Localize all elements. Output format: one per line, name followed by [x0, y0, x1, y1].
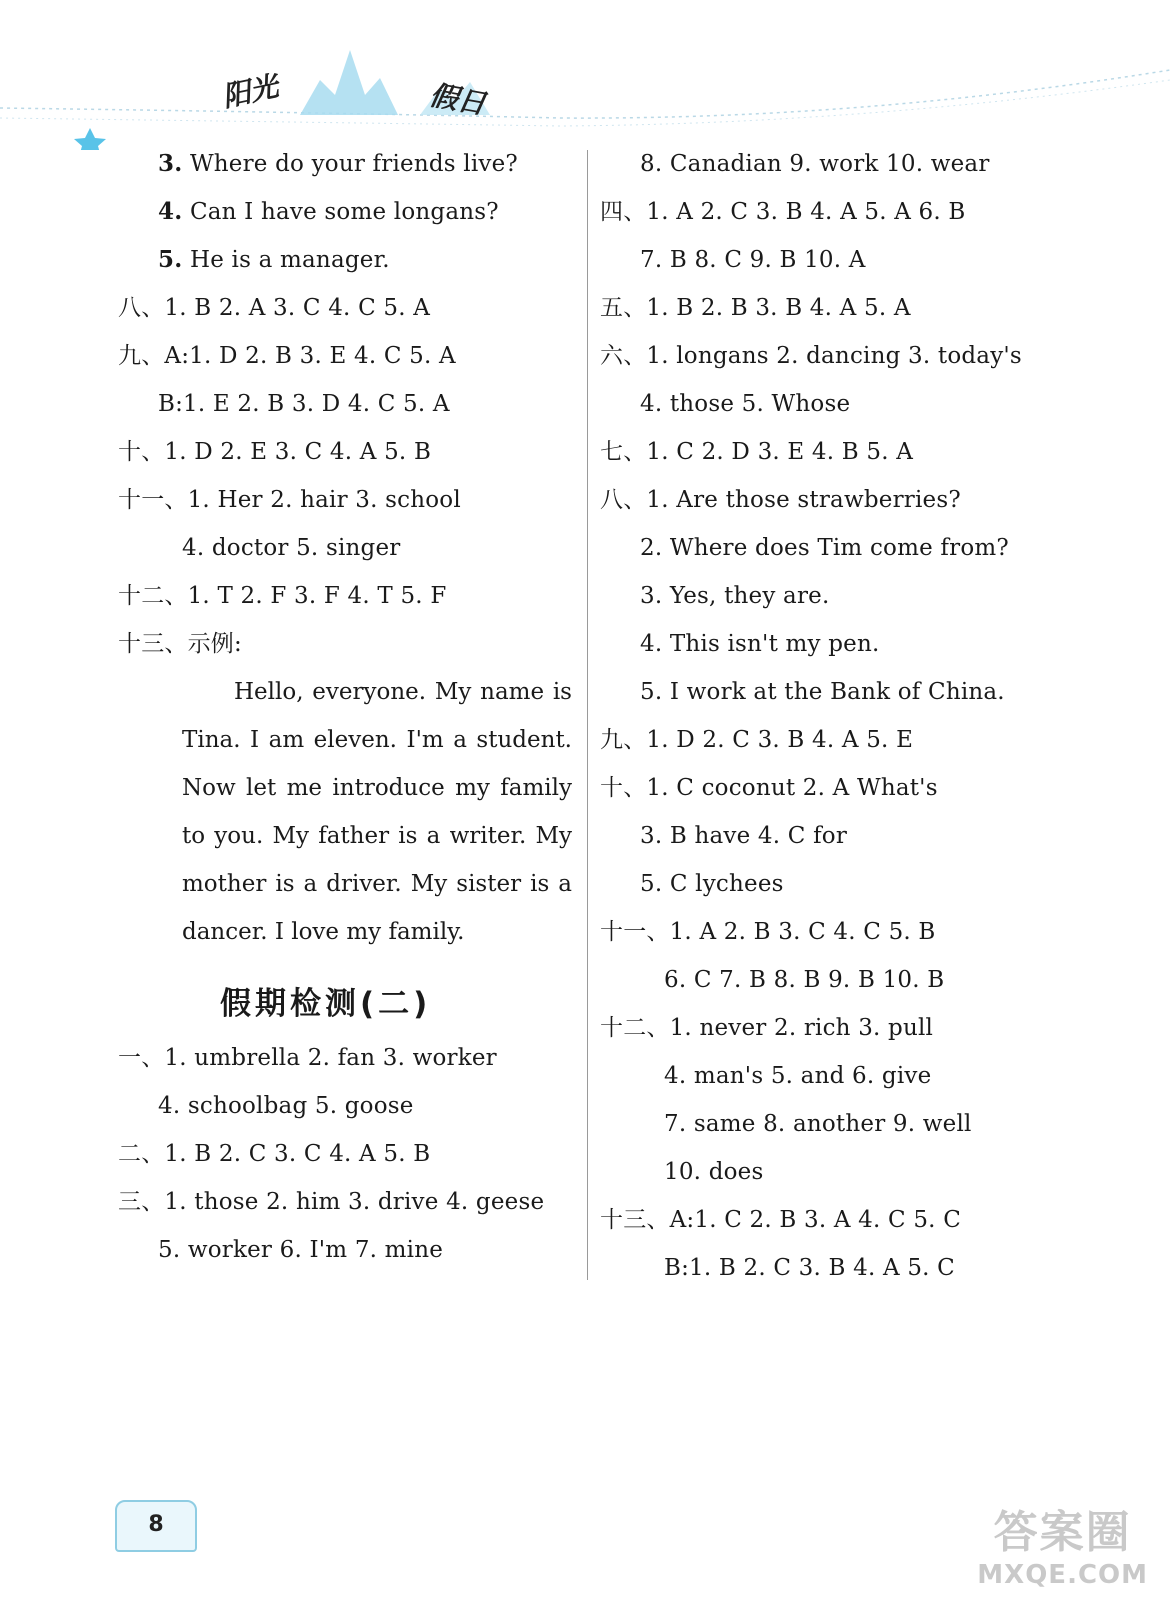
answer-line: 5. worker 6. I'm 7. mine: [158, 1237, 444, 1263]
answer-line: 十二、1. T 2. F 3. F 4. T 5. F: [118, 583, 447, 609]
answer-line: 5. I work at the Bank of China.: [640, 679, 1005, 705]
left-column: [118, 140, 572, 956]
answer-line: 十三、A:1. C 2. B 3. A 4. C 5. C: [600, 1207, 961, 1233]
essay-line: Tina. I am eleven. I'm a student.: [182, 727, 572, 753]
essay-line: Now let me introduce my family: [182, 775, 572, 801]
answer-line: 十一、1. Her 2. hair 3. school: [118, 487, 461, 513]
answer-line: B:1. E 2. B 3. D 4. C 5. A: [158, 391, 450, 417]
answer-line: 十一、1. A 2. B 3. C 4. C 5. B: [600, 919, 936, 945]
answer-line: 十三、示例:: [118, 631, 242, 657]
answer-line: 3. Where do your friends live?: [158, 150, 518, 177]
essay-line: Hello, everyone. My name is: [234, 679, 572, 705]
right-column: [600, 140, 1022, 1292]
answer-line: 4. Can I have some longans?: [158, 198, 499, 225]
answer-line: 5. He is a manager.: [158, 246, 390, 273]
page-number: 8: [115, 1500, 197, 1552]
answer-line: 4. those 5. Whose: [640, 391, 851, 417]
answer-line: B:1. B 2. C 3. B 4. A 5. C: [664, 1255, 955, 1281]
page-header: [0, 0, 1170, 150]
answer-line: 十、1. D 2. E 3. C 4. A 5. B: [118, 439, 432, 465]
answer-line: 六、1. longans 2. dancing 3. today's: [600, 343, 1022, 369]
answer-line: 6. C 7. B 8. B 9. B 10. B: [664, 967, 945, 993]
answer-line: 三、1. those 2. him 3. drive 4. geese: [118, 1189, 545, 1215]
answer-line: 2. Where does Tim come from?: [640, 535, 1009, 561]
answer-line: 九、1. D 2. C 3. B 4. A 5. E: [600, 727, 914, 753]
answer-line: 五、1. B 2. B 3. B 4. A 5. A: [600, 295, 911, 321]
answer-line: 一、1. umbrella 2. fan 3. worker: [118, 1045, 497, 1071]
sample-essay: [118, 668, 572, 956]
essay-line: to you. My father is a writer. My: [182, 823, 572, 849]
answer-line: 10. does: [664, 1159, 764, 1185]
answer-line: 十二、1. never 2. rich 3. pull: [600, 1015, 934, 1041]
answer-line: 5. C lychees: [640, 871, 784, 897]
star-icon: [74, 128, 106, 150]
answer-line: 4. schoolbag 5. goose: [158, 1093, 414, 1119]
essay-line: dancer. I love my family.: [182, 919, 465, 945]
answer-line: 八、1. Are those strawberries?: [600, 487, 961, 513]
answer-line: 7. same 8. another 9. well: [664, 1111, 972, 1137]
answer-line: 8. Canadian 9. work 10. wear: [640, 151, 990, 177]
logo-left-text: 阳光: [219, 69, 282, 114]
answer-line: 4. doctor 5. singer: [182, 535, 401, 561]
answer-line: 四、1. A 2. C 3. B 4. A 5. A 6. B: [600, 199, 966, 225]
answer-line: 八、1. B 2. A 3. C 4. C 5. A: [118, 295, 431, 321]
answer-line: 七、1. C 2. D 3. E 4. B 5. A: [600, 439, 914, 465]
answer-line: 十、1. C coconut 2. A What's: [600, 775, 938, 801]
column-divider: [587, 150, 588, 1280]
header-decoration: [0, 0, 1170, 150]
watermark-logo: 答案圈 MXQE.COM: [977, 1507, 1148, 1590]
answer-line: 3. Yes, they are.: [640, 583, 830, 609]
answer-line: 4. man's 5. and 6. give: [664, 1063, 932, 1089]
answer-line: 二、1. B 2. C 3. C 4. A 5. B: [118, 1141, 431, 1167]
answer-line: 九、A:1. D 2. B 3. E 4. C 5. A: [118, 343, 456, 369]
left-column-bottom: [118, 1034, 544, 1274]
answer-line: 3. B have 4. C for: [640, 823, 848, 849]
answer-line: 4. This isn't my pen.: [640, 631, 880, 657]
answer-line: 7. B 8. C 9. B 10. A: [640, 247, 866, 273]
section-title: 假期检测(二): [220, 986, 432, 1022]
logo-right-text: 假日: [427, 78, 489, 121]
essay-line: mother is a driver. My sister is a: [182, 871, 572, 897]
